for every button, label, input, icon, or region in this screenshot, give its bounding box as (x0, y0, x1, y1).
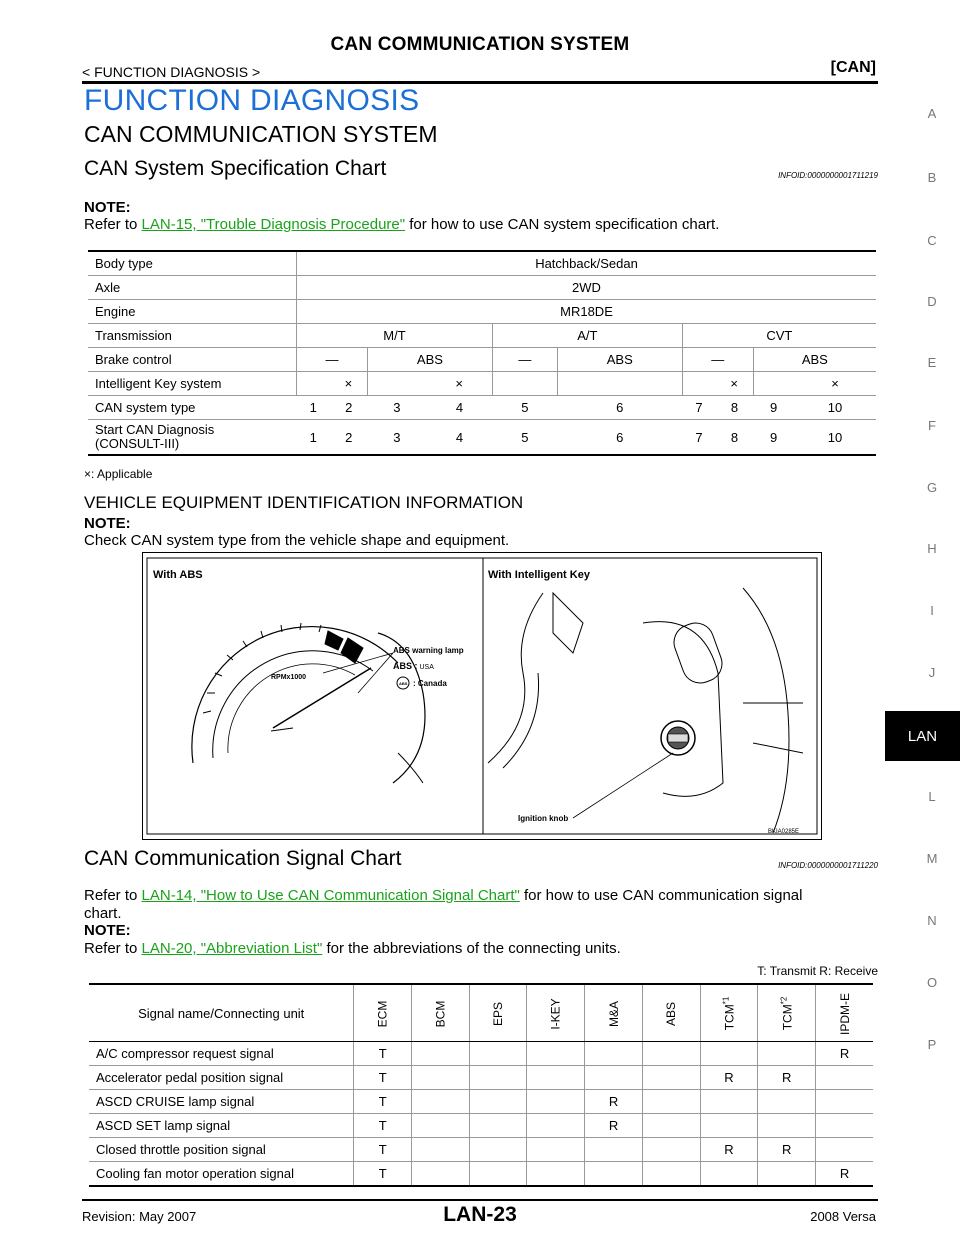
sidebar-index-p[interactable]: P (927, 1037, 937, 1052)
table-cell: × (794, 372, 876, 396)
table-cell: 1 (297, 396, 330, 420)
note-label: NOTE: (84, 515, 131, 532)
signal-name: Closed throttle position signal (89, 1138, 354, 1162)
table-cell: × (330, 372, 367, 396)
table-cell (758, 1042, 816, 1066)
table-cell (527, 1114, 585, 1138)
table-cell: R (585, 1090, 643, 1114)
table-cell: 10 (794, 420, 876, 456)
header-unit: EPS (469, 984, 527, 1042)
row-label: Axle (88, 276, 297, 300)
sidebar-index-n[interactable]: N (927, 913, 937, 928)
table-cell (469, 1138, 527, 1162)
table-row (88, 300, 876, 324)
table-cell (585, 1066, 643, 1090)
sidebar-index-g[interactable]: G (926, 480, 938, 495)
header-unit: TCM$^{*1}$ (700, 984, 758, 1042)
table-cell: R (758, 1066, 816, 1090)
table-row (88, 372, 876, 396)
table-row (88, 276, 876, 300)
table-cell: R (816, 1042, 873, 1066)
table-cell: ABS (367, 348, 492, 372)
table-cell (367, 372, 426, 396)
footer-model: 2008 Versa (810, 1209, 876, 1224)
can-signal-table (89, 983, 873, 1187)
table-row (89, 1066, 873, 1090)
table-cell: — (492, 348, 557, 372)
table-row (88, 348, 876, 372)
table-cell: MR18DE (297, 300, 877, 324)
table-cell: 7 (682, 396, 715, 420)
table-cell (642, 1114, 700, 1138)
table-cell (758, 1114, 816, 1138)
table-cell (297, 372, 330, 396)
abs-usa-label: ABS : USA (393, 661, 434, 671)
note-label: NOTE: (84, 922, 131, 939)
sidebar-index-f[interactable]: F (928, 418, 936, 433)
table-row (88, 324, 876, 348)
applicable-legend: ×: Applicable (84, 467, 153, 481)
row-label: Start CAN Diagnosis (CONSULT-III) (88, 420, 297, 456)
vehicle-id-title: VEHICLE EQUIPMENT IDENTIFICATION INFORMATION (84, 493, 524, 512)
table-cell: T (354, 1114, 412, 1138)
table-cell: R (585, 1114, 643, 1138)
abs-symbol-text: ABS (399, 681, 408, 686)
table-cell: 4 (426, 396, 492, 420)
table-cell: 3 (367, 396, 426, 420)
meter-cluster-drawing (192, 627, 425, 783)
table-cell: R (816, 1162, 873, 1187)
table-cell: 8 (716, 420, 753, 456)
row-label: Transmission (88, 324, 297, 348)
table-cell: R (758, 1138, 816, 1162)
table-row (88, 251, 876, 276)
sidebar-index-l[interactable]: L (928, 789, 936, 804)
table-cell (469, 1162, 527, 1187)
row-label: Intelligent Key system (88, 372, 297, 396)
header-unit: I-KEY (527, 984, 585, 1042)
signal-name: A/C compressor request signal (89, 1042, 354, 1066)
heading-function-diagnosis: FUNCTION DIAGNOSIS (84, 84, 420, 117)
with-intelligent-key-label: With Intelligent Key (488, 569, 590, 581)
illustration-frame (147, 558, 817, 834)
table-cell: T (354, 1042, 412, 1066)
table-cell (469, 1066, 527, 1090)
page-header-title: CAN COMMUNICATION SYSTEM (330, 34, 630, 55)
table-row (89, 1162, 873, 1187)
table-cell (527, 1090, 585, 1114)
figure-code: BKIA0285E (768, 829, 800, 835)
table-cell (816, 1138, 873, 1162)
header-signal-name: Signal name/Connecting unit (89, 984, 354, 1042)
table-cell (642, 1066, 700, 1090)
header-unit: ECM (354, 984, 412, 1042)
table-cell: Hatchback/Sedan (297, 251, 877, 276)
row-label: Brake control (88, 348, 297, 372)
table-cell (585, 1162, 643, 1187)
table-cell (700, 1162, 758, 1187)
table-row (88, 420, 876, 456)
sidebar-index-j[interactable]: J (928, 665, 936, 680)
signal-name: Cooling fan motor operation signal (89, 1162, 354, 1187)
sidebar-index-i[interactable]: I (930, 603, 934, 618)
infoid-signal: INFOID:0000000001711220 (778, 861, 878, 870)
table-cell: R (700, 1066, 758, 1090)
table-cell (816, 1090, 873, 1114)
table-cell: × (426, 372, 492, 396)
section-spec-chart-title: CAN System Specification Chart (84, 157, 387, 180)
table-cell (585, 1138, 643, 1162)
section-breadcrumb: < FUNCTION DIAGNOSIS > (82, 64, 261, 80)
signal-name: Accelerator pedal position signal (89, 1066, 354, 1090)
table-cell (412, 1042, 470, 1066)
table-cell: T (354, 1162, 412, 1187)
row-label: CAN system type (88, 396, 297, 420)
header-unit: M&A (585, 984, 643, 1042)
table-cell (412, 1114, 470, 1138)
table-row (89, 1042, 873, 1066)
table-cell: M/T (297, 324, 493, 348)
table-cell: A/T (492, 324, 682, 348)
sidebar-index-m[interactable]: M (926, 851, 938, 866)
sidebar-index-a[interactable]: A (927, 106, 937, 121)
system-tag: [CAN] (830, 59, 876, 76)
infoid-spec: INFOID:0000000001711219 (778, 171, 878, 180)
header-unit: ABS (642, 984, 700, 1042)
table-cell (642, 1162, 700, 1187)
table-cell (682, 372, 715, 396)
table-cell: CVT (682, 324, 876, 348)
row-label: Body type (88, 251, 297, 276)
link-abbreviation-list[interactable]: LAN-20, "Abbreviation List" (141, 940, 323, 957)
sidebar-index-o[interactable]: O (926, 975, 938, 990)
table-cell (527, 1162, 585, 1187)
signal-chart-intro-cont: chart. (84, 905, 122, 922)
table-cell: 7 (682, 420, 715, 456)
table-cell (527, 1042, 585, 1066)
table-cell (642, 1042, 700, 1066)
table-cell: 6 (557, 420, 682, 456)
table-cell: 9 (753, 396, 794, 420)
note-label: NOTE: (84, 199, 131, 216)
table-cell (557, 372, 682, 396)
link-trouble-diagnosis[interactable]: LAN-15, "Trouble Diagnosis Procedure" (141, 216, 406, 233)
steering-column-drawing (488, 588, 803, 833)
table-cell: ABS (557, 348, 682, 372)
transmit-receive-legend: T: Transmit R: Receive (757, 964, 878, 978)
table-cell: T (354, 1066, 412, 1090)
table-cell (469, 1042, 527, 1066)
table-cell (758, 1090, 816, 1114)
table-cell: 3 (367, 420, 426, 456)
abs-canada-label: : Canada (413, 679, 447, 688)
footer-rule (82, 1199, 878, 1201)
table-cell: — (297, 348, 368, 372)
signal-name: ASCD SET lamp signal (89, 1114, 354, 1138)
table-cell (758, 1162, 816, 1187)
footer-revision: Revision: May 2007 (82, 1209, 197, 1224)
table-cell (527, 1066, 585, 1090)
section-signal-chart-title: CAN Communication Signal Chart (84, 847, 402, 870)
sidebar-index-lan-active[interactable]: LAN (885, 711, 960, 761)
table-cell (527, 1138, 585, 1162)
table-cell: — (682, 348, 753, 372)
table-row (88, 396, 876, 420)
sidebar-index-e[interactable]: E (927, 355, 937, 370)
header-unit: IPDM-E (816, 984, 873, 1042)
table-cell: 1 (297, 420, 330, 456)
with-abs-label: With ABS (153, 569, 203, 581)
table-cell (412, 1066, 470, 1090)
link-how-to-use-signal-chart[interactable]: LAN-14, "How to Use CAN Communication Signal Chart" (141, 887, 520, 904)
table-cell: 5 (492, 396, 557, 420)
table-cell (642, 1138, 700, 1162)
table-cell: 2WD (297, 276, 877, 300)
sidebar-index-h[interactable]: H (927, 541, 937, 556)
table-cell: T (354, 1090, 412, 1114)
table-row (89, 1090, 873, 1114)
can-spec-table (88, 250, 876, 456)
table-cell (469, 1090, 527, 1114)
table-cell: ABS (753, 348, 876, 372)
table-cell: 8 (716, 396, 753, 420)
table-cell (492, 372, 557, 396)
table-cell: 10 (794, 396, 876, 420)
table-row (89, 1138, 873, 1162)
table-cell: 6 (557, 396, 682, 420)
row-label: Engine (88, 300, 297, 324)
table-cell (700, 1114, 758, 1138)
note-text: Check CAN system type from the vehicle shape and equipment. (84, 532, 510, 549)
abs-warning-lamp-label: ABS warning lamp (393, 646, 464, 655)
table-cell (412, 1090, 470, 1114)
table-cell: 5 (492, 420, 557, 456)
table-cell (816, 1114, 873, 1138)
table-cell: T (354, 1138, 412, 1162)
sidebar-index-b[interactable]: B (927, 170, 937, 185)
table-cell (816, 1066, 873, 1090)
signal-chart-intro: Refer to LAN-14, "How to Use CAN Communication Signal Chart" for how to use CAN communication signal (84, 887, 803, 904)
header-unit: BCM (412, 984, 470, 1042)
table-cell: 2 (330, 396, 367, 420)
vehicle-id-illustration (142, 552, 822, 840)
table-cell: 9 (753, 420, 794, 456)
rpm-label: RPMx1000 (271, 674, 307, 681)
table-header-row (89, 984, 873, 1042)
table-cell: 2 (330, 420, 367, 456)
note-text: Refer to LAN-15, "Trouble Diagnosis Procedure" for how to use CAN system specification chart. (84, 216, 720, 233)
signal-name: ASCD CRUISE lamp signal (89, 1090, 354, 1114)
footer-page-number: LAN-23 (443, 1203, 517, 1226)
table-cell: 4 (426, 420, 492, 456)
heading-can-system: CAN COMMUNICATION SYSTEM (84, 121, 438, 147)
table-row (89, 1114, 873, 1138)
table-cell (753, 372, 794, 396)
table-cell: R (700, 1138, 758, 1162)
table-cell: × (716, 372, 753, 396)
header-unit: TCM$^{*2}$ (758, 984, 816, 1042)
sidebar-index-c[interactable]: C (927, 233, 937, 248)
note-text: Refer to LAN-20, "Abbreviation List" for the abbreviations of the connecting units. (84, 940, 621, 957)
ignition-knob-label: Ignition knob (518, 814, 569, 823)
table-cell (585, 1042, 643, 1066)
table-cell (412, 1138, 470, 1162)
table-cell (469, 1114, 527, 1138)
table-cell (700, 1090, 758, 1114)
table-cell (642, 1090, 700, 1114)
sidebar-index-d[interactable]: D (927, 294, 937, 309)
table-cell (412, 1162, 470, 1187)
table-cell (700, 1042, 758, 1066)
